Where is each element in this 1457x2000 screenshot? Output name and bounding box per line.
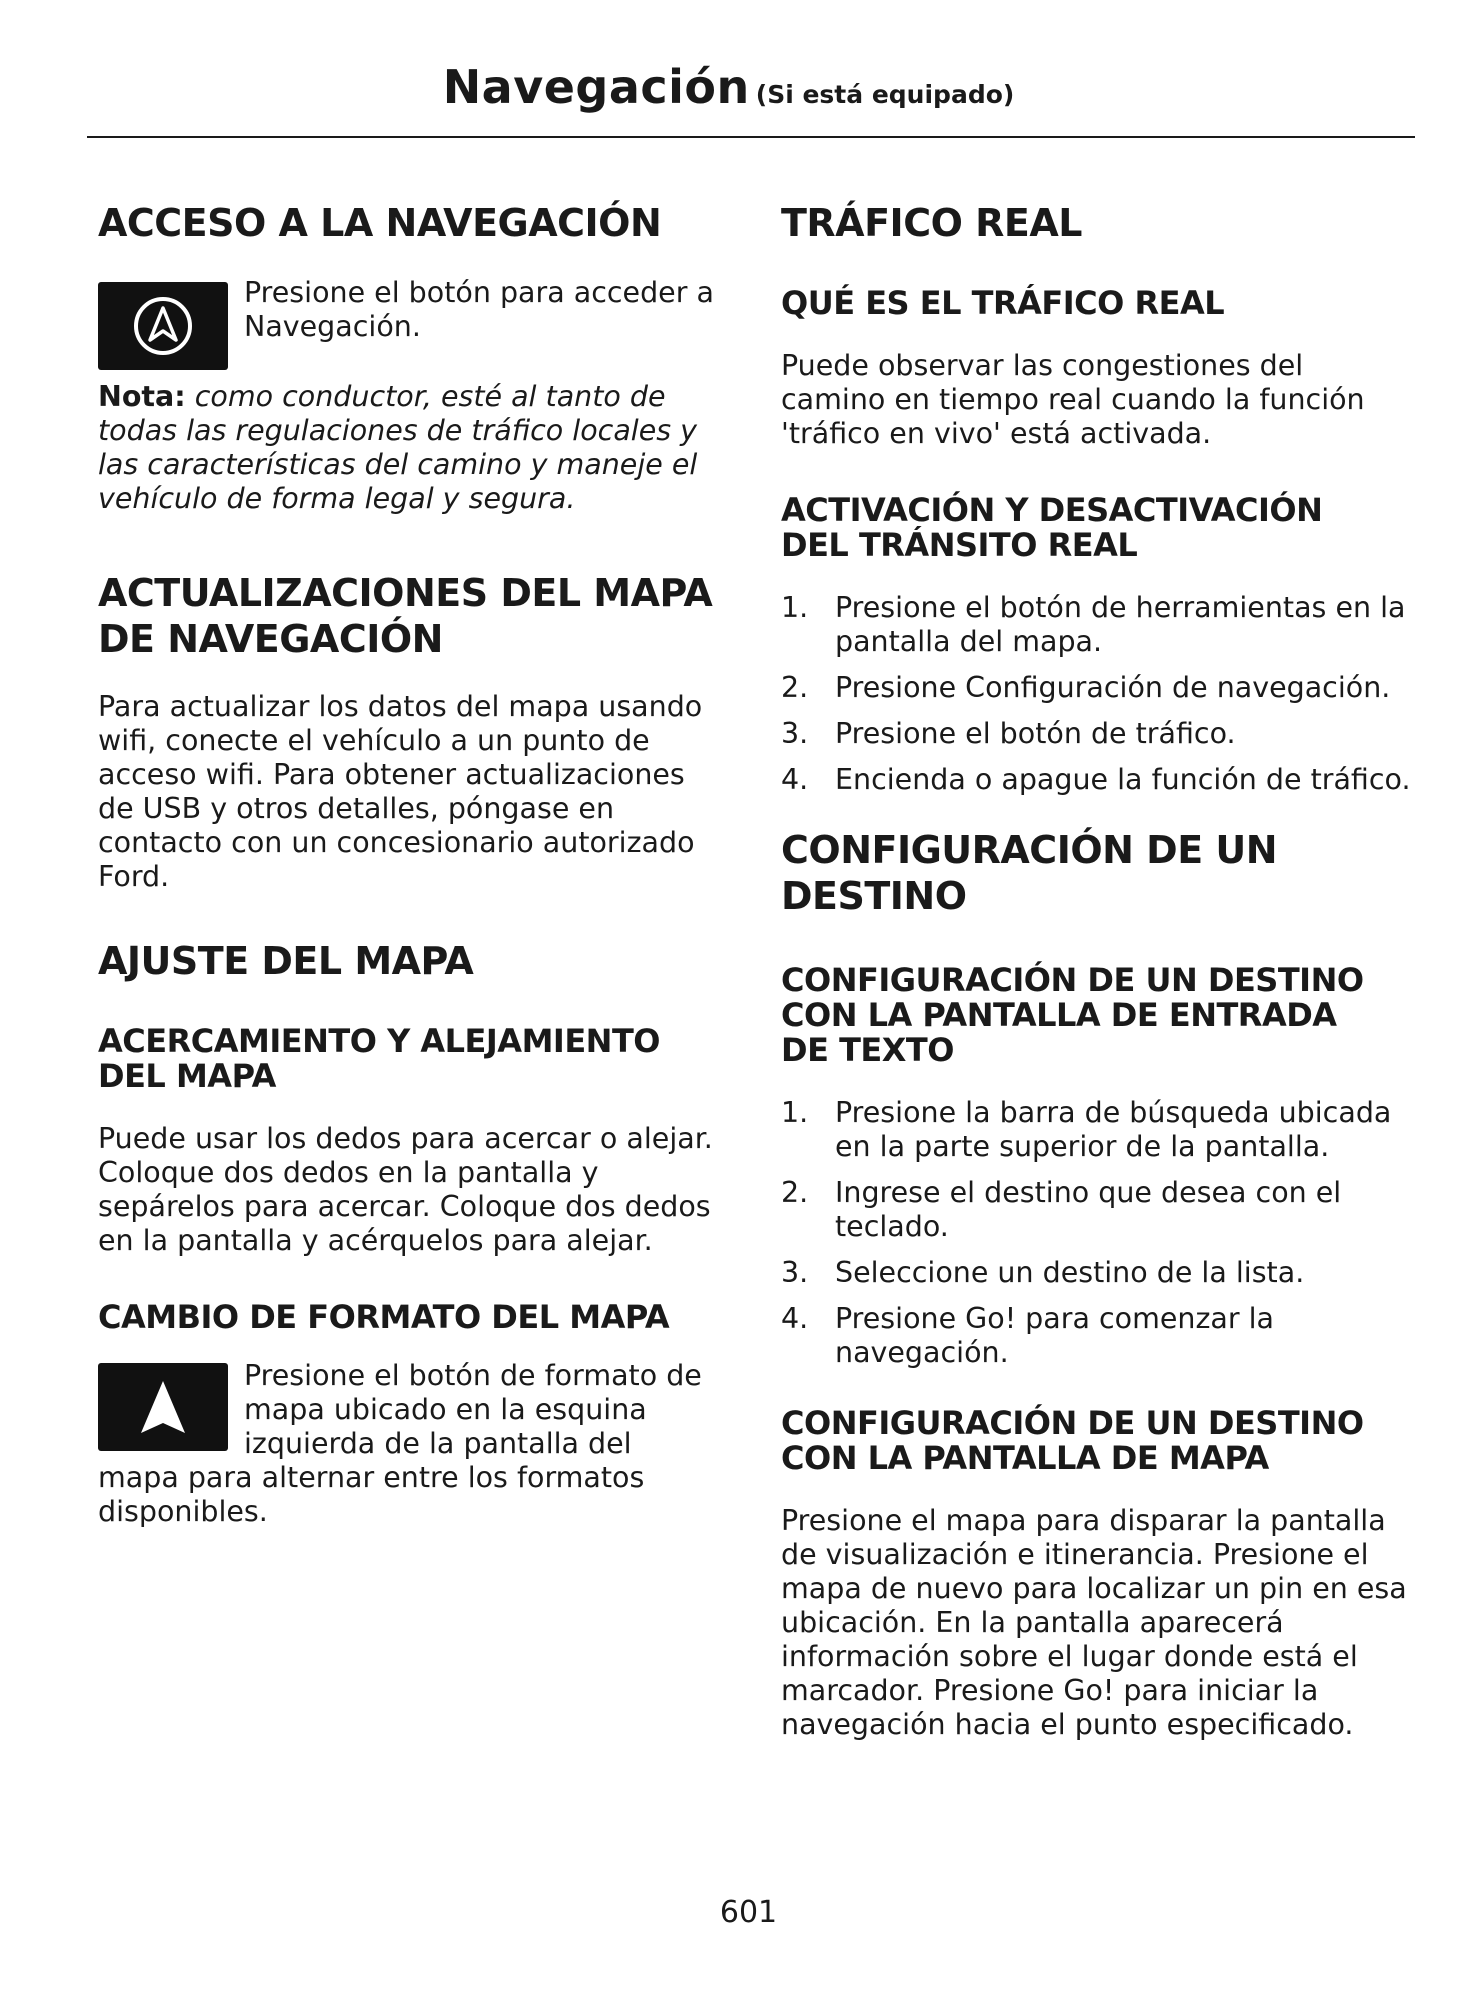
updates-text: Para actualizar los datos del mapa usando wifi, conecte el vehículo a un punto de acceso wifi. Para obtener actualizaciones de USB y otros detalles, póngase en contacto con un concesionario autorizado Ford. <box>98 690 703 893</box>
page-number: 601 <box>719 1895 778 1930</box>
section-heading-access: ACCESO A LA NAVEGACIÓN <box>98 201 662 245</box>
page-subtitle: (Si está equipado) <box>755 80 1015 109</box>
left-column <box>98 200 718 1529</box>
traffic-toggle-steps <box>781 591 1413 797</box>
list-item: 3. Seleccione un destino de la lista. <box>781 1256 1305 1289</box>
access-icon-block <box>98 276 718 374</box>
format-icon-block <box>98 1359 718 1529</box>
list-item: 4. Encienda o apague la función de tráfico. <box>781 763 1411 796</box>
list-item: 3. Presione el botón de tráfico. <box>781 717 1236 750</box>
access-note <box>98 380 718 516</box>
section-heading-destination: CONFIGURACIÓN DE UN DESTINO <box>781 828 1278 918</box>
list-item: 2. Ingrese el destino que desea con el teclado. <box>781 1176 1342 1243</box>
navigation-button-icon <box>98 282 228 370</box>
subheading-what-is-traffic: QUÉ ES EL TRÁFICO REAL <box>781 284 1225 322</box>
traffic-text: Puede observar las congestiones del camino en tiempo real cuando la función 'tráfico en vivo' está activada. <box>781 349 1365 450</box>
note-text: como conductor, esté al tanto de todas las regulaciones de tráfico locales y las características del camino y maneje el vehículo de forma legal y segura. <box>98 380 698 515</box>
section-heading-updates: ACTUALIZACIONES DEL MAPA DE NAVEGACIÓN <box>98 571 713 661</box>
subheading-text-entry: CONFIGURACIÓN DE UN DESTINO CON LA PANTALLA DE ENTRADA DE TEXTO <box>781 961 1364 1069</box>
list-item: 1. Presione el botón de herramientas en la pantalla del mapa. <box>781 591 1406 658</box>
zoom-text: Puede usar los dedos para acercar o alejar. Coloque dos dedos en la pantalla y sepárelos para acercar. Coloque dos dedos en la pantalla y acérquelos para alejar. <box>98 1122 713 1257</box>
list-item: 2. Presione Configuración de navegación. <box>781 671 1391 704</box>
note-label: Nota: <box>98 380 186 413</box>
list-item: 1. Presione la barra de búsqueda ubicada en la parte superior de la pantalla. <box>781 1096 1392 1163</box>
subheading-map-screen: CONFIGURACIÓN DE UN DESTINO CON LA PANTALLA DE MAPA <box>781 1404 1364 1477</box>
section-heading-traffic: TRÁFICO REAL <box>781 201 1082 245</box>
map-format-arrow-icon <box>123 1367 203 1447</box>
navigation-arrow-circle-icon <box>123 286 203 366</box>
subheading-format: CAMBIO DE FORMATO DEL MAPA <box>98 1298 670 1336</box>
format-text: Presione el botón de formato de mapa ubicado en la esquina izquierda de la pantalla del mapa para alternar entre los formatos disponibles. <box>98 1359 702 1528</box>
header-divider <box>87 136 1415 138</box>
page-title: Navegación <box>442 60 750 114</box>
text-entry-steps <box>781 1096 1413 1370</box>
list-item: 4. Presione Go! para comenzar la navegación. <box>781 1302 1275 1369</box>
subheading-zoom: ACERCAMIENTO Y ALEJAMIENTO DEL MAPA <box>98 1022 660 1095</box>
access-text: Presione el botón para acceder a Navegación. <box>244 276 714 343</box>
page-header <box>0 60 1457 114</box>
subheading-traffic-toggle: ACTIVACIÓN Y DESACTIVACIÓN DEL TRÁNSITO REAL <box>781 491 1323 564</box>
map-screen-text: Presione el mapa para disparar la pantalla de visualización e itinerancia. Presione el mapa de nuevo para localizar un pin en esa ubicación. En la pantalla aparecerá información sobre el lugar donde está el marcador. Presione Go! para iniciar la navegación hacia el punto especificado. <box>781 1504 1407 1741</box>
right-column <box>781 200 1413 1742</box>
section-heading-adjust: AJUSTE DEL MAPA <box>98 939 474 983</box>
map-format-button-icon <box>98 1363 228 1451</box>
